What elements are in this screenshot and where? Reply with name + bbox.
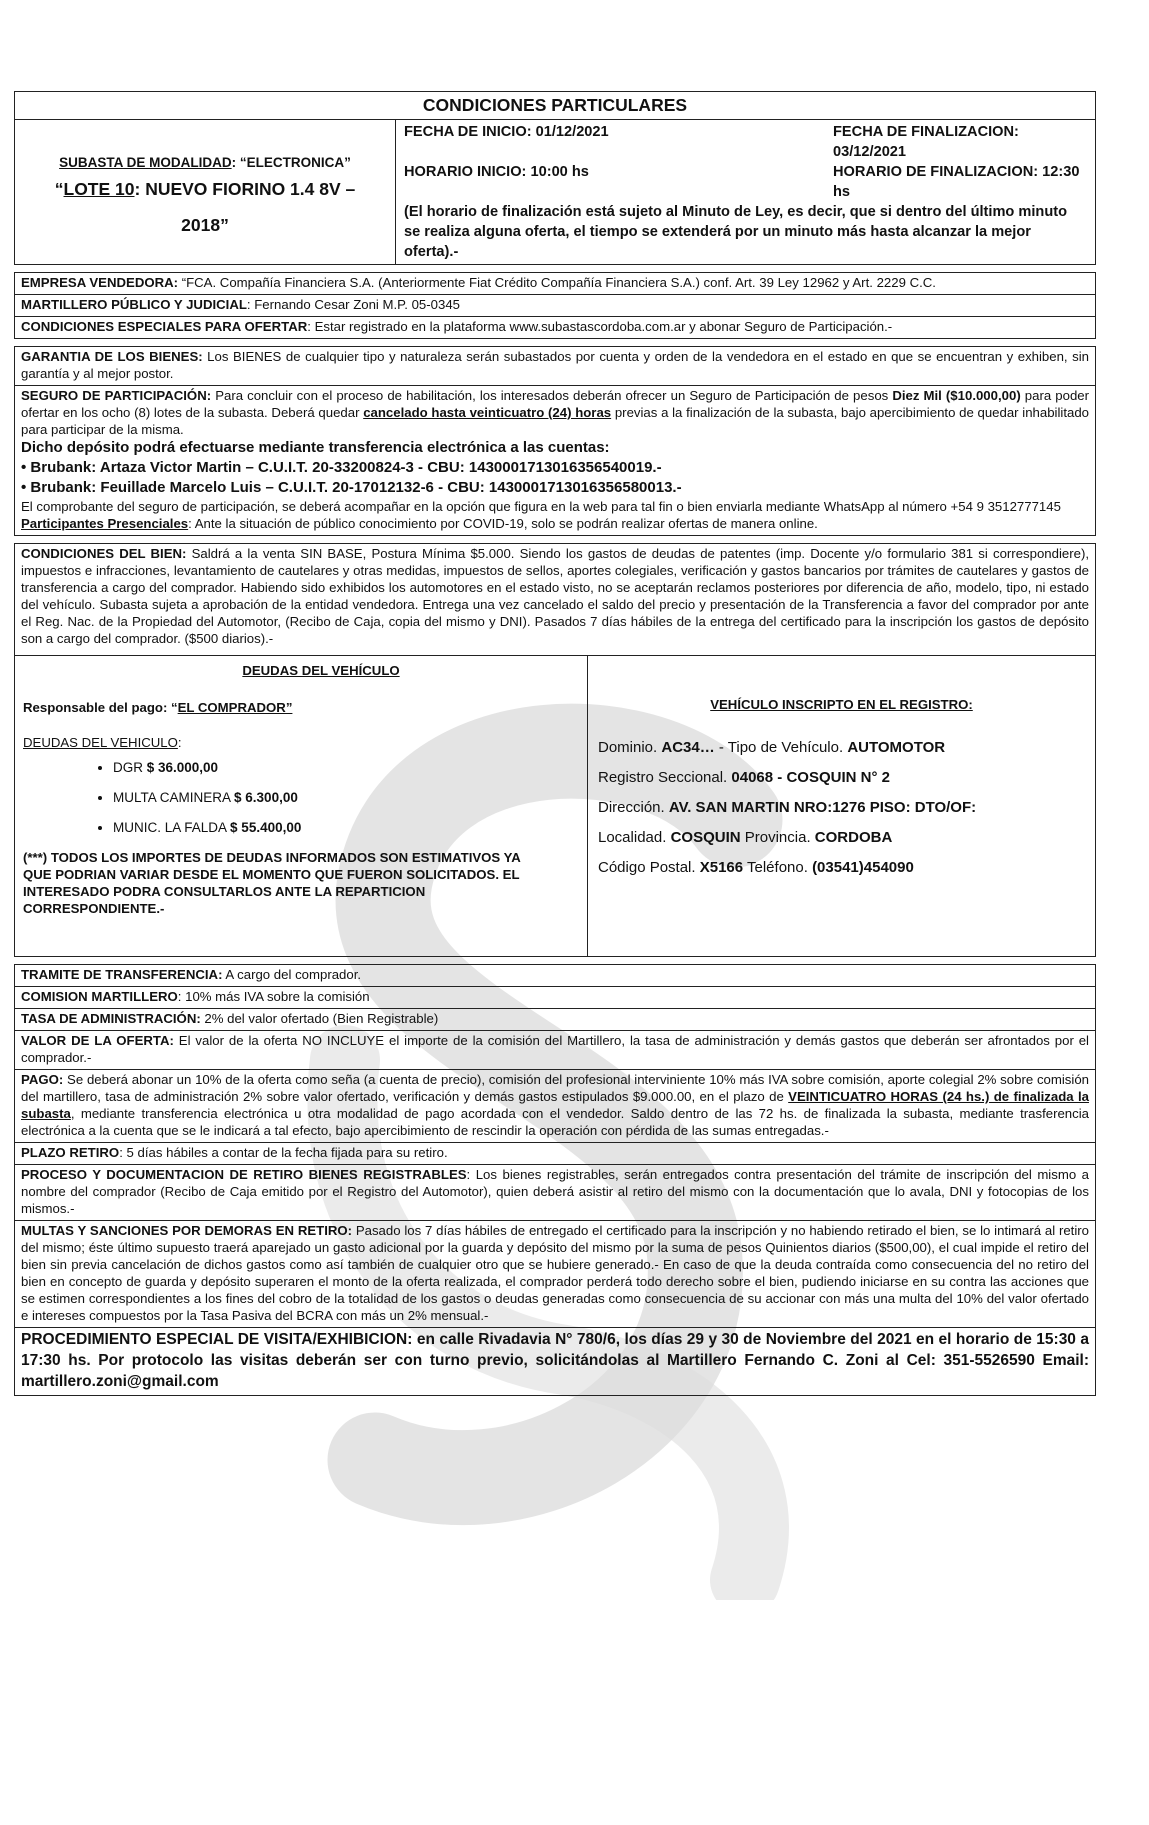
auction-header (14, 120, 1096, 265)
schedule-note: (El horario de finalización está sujeto al Minuto de Ley, es decir, que si dentro del último minuto se realiza alguna oferta, el tiempo se extenderá por un minuto más hasta alcanzar la mejor oferta).- (404, 204, 1068, 260)
deudas-section (14, 656, 1096, 957)
multas-sanciones: MULTAS Y SANCIONES POR DEMORAS EN RETIRO: Pasado los 7 días hábiles de entregado el certificado para la inscripción y no habiendo retirado el bien, se lo intimará al retiro del mismo; éste último supuesto traerá aparejado un gasto adicional por la guarda y depósito del mismo por la suma de pesos Quinientos diarios ($500,00), el cual impide el retiro del bien sin previa cancelación de dichos gastos como así también de cualquier otro que se hubiere generado.- En caso de que la deuda contraída como consecuencia del no retiro del bien en concepto de guarda y depósito superaren el monto de la oferta realizada, el comprador perderá todo derecho sobre el bien, pudiendo iniciarse en su contra las acciones que se estimen correspondientes a los fines del cobro de la totalidad de los gastos o deudas generadas como consecuencia de su accionar con más una multa del 10% del valor ofertado e intereses compuestos por la Tasa Pasiva del BCRA con más un 2% mensual.- (14, 1221, 1096, 1328)
pago: PAGO: Se deberá abonar un 10% de la oferta como seña (a cuenta de precio), comisión del profesional interviniente 10% más IVA sobre comisión, aporte colegial 2% sobre comisión del martillero, tasa de administración 2% sobre valor ofertado, verificación y demás gastos estipulados $9.000.00, en el plazo de VEINTICUATRO HORAS (24 hs.) de finalizada la subasta, mediante transferencia electrónica u otra modalidad de pago acordada con el vendedor. Saldo dentro de las 72 hs. de finalizada la subasta, mediante trasferencia electrónica a la cuenta que se le indicará a tal efecto, bajo apercibimiento de rescindir la operación con pérdida de las sumas entregadas.- (14, 1070, 1096, 1143)
debt-item: • MUNIC. LA FALDA $ 55.400,00 (113, 819, 579, 836)
debt-item: • MULTA CAMINERA $ 6.300,00 (113, 789, 579, 806)
end-date: FECHA DE FINALIZACION: 03/12/2021 (833, 124, 1019, 160)
debt-item: • DGR $ 36.000,00 (113, 759, 579, 776)
valor-oferta: VALOR DE LA OFERTA: El valor de la oferta NO INCLUYE el importe de la comisión del Martillero, la tasa de administración y demás gastos que deberán ser afrontados por el comprador.- (14, 1031, 1096, 1070)
lot-info (15, 120, 396, 264)
vehiculo-registro: VEHÍCULO INSCRIPTO EN EL REGISTRO: Dominio. AC34… - Tipo de Vehículo. AUTOMOTOR Registro Seccional. 04068 - COSQUIN N° 2 Dirección. AV. SAN MARTIN NRO:1276 PISO: DTO/OF: Localidad. COSQUIN Provincia. CORDOBA Código Postal. X5166 Teléfono. (03541)454090 (598, 697, 977, 876)
deudas-vehiculo: DEUDAS DEL VEHÍCULO Responsable del pago: “EL COMPRADOR” DEUDAS DEL VEHICULO: • DGR $ 36.000,00 • MULTA CAMINERA $ 6.300,00 • MUNIC. LA FALDA $ 55.400,00 (***) TODOS LOS IMPORTES DE DEUDAS INFORMADOS SON ESTIMATIVOS YA QUE PODRIAN VARIAR DESDE EL MOMENTO QUE FUERON SOLICITADOS. EL INTERESADO PODRA CONSULTARLOS ANTE LA REPARTICION CORRESPONDIENTE.- (15, 656, 588, 956)
proceso-retiro: PROCESO Y DOCUMENTACION DE RETIRO BIENES REGISTRABLES: Los bienes registrables, serán entregados contra presentación del trámite de inscripción del mismo a nombre del comprador (Recibo de Caja emitido por el Registro del Automotor), quien deberá asistir al retiro del mismo con la documentación que lo avala, DNI y fotocopias de los mismos.- (14, 1165, 1096, 1221)
start-date: FECHA DE INICIO: 01/12/2021 (404, 124, 609, 140)
modalidad: SUBASTA DE MODALIDAD: “ELECTRONICA” (59, 155, 351, 170)
schedule-info (396, 120, 1095, 264)
bank-account-2: • Brubank: Feuillade Marcelo Luis – C.U.I.T. 20-17012132-6 - CBU: 1430001713016356580013.- (21, 479, 682, 496)
plazo-retiro: PLAZO RETIRO: 5 días hábiles a contar de la fecha fijada para su retiro. (14, 1143, 1096, 1165)
end-time: HORARIO DE FINALIZACION: 12:30 hs (833, 164, 1080, 200)
lot-title: “LOTE 10: NUEVO FIORINO 1.4 8V – 2018” (54, 179, 356, 235)
garantia: GARANTIA DE LOS BIENES: Los BIENES de cualquier tipo y naturaleza serán subastados por cuenta y orden de la vendedora en el estado en que se encuentran y exhiben, sin garantía y al mejor postor. (14, 346, 1096, 386)
document (14, 91, 1096, 1396)
tasa-administracion: TASA DE ADMINISTRACIÓN: 2% del valor ofertado (Bien Registrable) (14, 1009, 1096, 1031)
start-time: HORARIO INICIO: 10:00 hs (404, 164, 589, 180)
seguro-participacion: SEGURO DE PARTICIPACIÓN: Para concluir con el proceso de habilitación, los interesados deberán ofrecer un Seguro de Participación de pesos Diez Mil ($10.000,00) para poder ofertar en los ocho (8) lotes de la subasta. Deberá quedar cancelado hasta veinticuatro (24) horas previas a la finalización de la subasta, bajo apercibimiento de quedar inhabilitado para participar de la misma. Dicho depósito podrá efectuarse mediante transferencia electrónica a las cuentas: • Brubank: Artaza Victor Martin – C.U.I.T. 20-33200824-3 - CBU: 1430001713016356540019.- • Brubank: Feuillade Marcelo Luis – C.U.I.T. 20-17012132-6 - CBU: 1430001713016356580013.- El comprobante del seguro de participación, se deberá acompañar en la opción que figura en la web para tal fin o bien enviarla mediante WhatsApp al número +54 9 3512777145 Participantes Presenciales: Ante la situación de público conocimiento por COVID-19, solo se podrán realizar ofertas de manera online. (14, 386, 1096, 536)
empresa-vendedora: EMPRESA VENDEDORA: “FCA. Compañía Financiera S.A. (Anteriormente Fiat Crédito Compañía Financiera S.A.) conf. Art. 39 Ley 12962 y Art. 2229 C.C. (14, 272, 1096, 295)
debt-note: (***) TODOS LOS IMPORTES DE DEUDAS INFORMADOS SON ESTIMATIVOS YA QUE PODRIAN VARIAR DESDE EL MOMENTO QUE FUERON SOLICITADOS. EL INTERESADO PODRA CONSULTARLOS ANTE LA REPARTICION CORRESPONDIENTE.- (23, 850, 521, 916)
martillero: MARTILLERO PÚBLICO Y JUDICIAL: Fernando Cesar Zoni M.P. 05-0345 (14, 295, 1096, 317)
bank-account-1: • Brubank: Artaza Victor Martin – C.U.I.T. 20-33200824-3 - CBU: 1430001713016356540019.- (21, 459, 662, 476)
document-title: CONDICIONES PARTICULARES (14, 91, 1096, 120)
tramite-transferencia: TRAMITE DE TRANSFERENCIA: A cargo del comprador. (14, 964, 1096, 987)
procedimiento-visita: PROCEDIMIENTO ESPECIAL DE VISITA/EXHIBICION: en calle Rivadavia N° 780/6, los días 29 y 30 de Noviembre del 2021 en el horario de 15:30 a 17:30 hs. Por protocolo las visitas deberán ser con turno previo, solicitándolas al Martillero Fernando C. Zoni al Cel: 351-5526590 Email: martillero.zoni@gmail.com (14, 1328, 1096, 1396)
debt-list (23, 759, 579, 836)
condiciones-bien: CONDICIONES DEL BIEN: Saldrá a la venta SIN BASE, Postura Mínima $5.000. Siendo los gastos de deudas de patentes (imp. Docente y/o formulario 381 si correspondiere), impuestos e infracciones, levantamiento de cautelares y otras medidas, impuestos de sellos, aportes colegiales, verificación y gastos bancarios por trámites de cautelares y gastos de transferencia a cargo del comprador. Habiendo sido exhibidos los automotores en el estado visto, no se aceptarán reclamos posteriores por diferencia de año, modelo, tipo, ni estado del vehículo. Subasta sujeta a aprobación de la entidad vendedora. Entrega una vez cancelado el saldo del precio y presentación de la Transferencia a favor del comprador por ante el Reg. Nac. de la Propiedad del Automotor, (Recibo de Caja, copia del mismo y DNI). Pasados 7 días hábiles de la entrega del certificado para la inscripción los gastos de depósito son a cargo del comprador. ($500 diarios).- (14, 543, 1096, 656)
condiciones-ofertar: CONDICIONES ESPECIALES PARA OFERTAR: Estar registrado en la plataforma www.subastascordoba.com.ar y abonar Seguro de Participación.- (14, 317, 1096, 339)
comision-martillero: COMISION MARTILLERO: 10% más IVA sobre la comisión (14, 987, 1096, 1009)
